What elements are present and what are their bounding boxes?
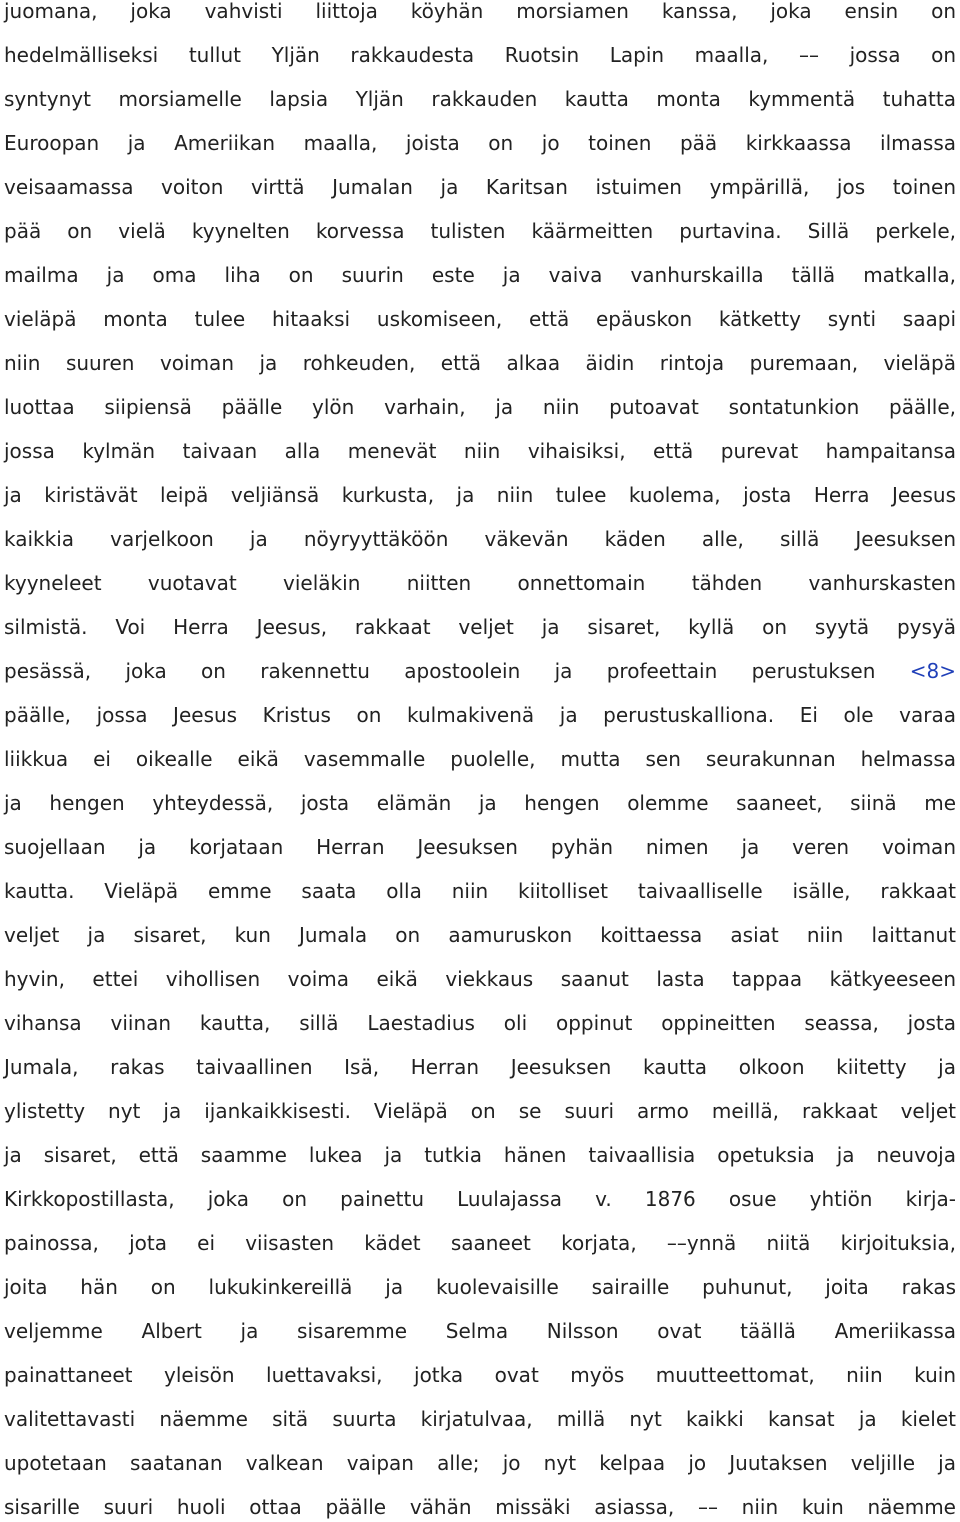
- text-line: ja kiristävät leipä veljiänsä kurkusta, ja niin tulee kuolema, josta Herra Jeesus: [4, 483, 956, 507]
- text-line: suojellaan ja korjataan Herran Jeesuksen pyhän nimen ja veren voiman: [4, 835, 956, 859]
- text-line: ja hengen yhteydessä, josta elämän ja hengen olemme saaneet, siinä me: [4, 791, 956, 815]
- text-line: Kirkkopostillasta, joka on painettu Luulajassa v. 1876 osue yhtiön kirja-: [4, 1187, 956, 1211]
- text-line: kautta. Vieläpä emme saata olla niin kiitolliset taivaalliselle isälle, rakkaat: [4, 879, 956, 903]
- text-line-with-page-marker: [4, 656, 956, 686]
- text-line: liikkua ei oikealle eikä vasemmalle puolelle, mutta sen seurakunnan helmassa: [4, 747, 956, 771]
- text-line: joita hän on lukukinkereillä ja kuolevaisille sairaille puhunut, joita rakas: [4, 1275, 956, 1299]
- text-segment: pesässä, joka on rakennettu apostoolein ja profeettain perustuksen: [4, 659, 876, 683]
- text-line: luottaa siipiensä päälle ylön varhain, ja niin putoavat sontatunkion päälle,: [4, 395, 956, 419]
- text-line: silmistä. Voi Herra Jeesus, rakkaat veljet ja sisaret, kyllä on syytä pysyä: [4, 615, 956, 639]
- text-line: valitettavasti näemme sitä suurta kirjatulvaa, millä nyt kaikki kansat ja kielet: [4, 1407, 956, 1431]
- text-line: jossa kylmän taivaan alla menevät niin vihaisiksi, että purevat hampaitansa: [4, 439, 956, 463]
- text-line: vieläpä monta tulee hitaaksi uskomiseen, että epäuskon kätketty synti saapi: [4, 307, 956, 331]
- text-line: päälle, jossa Jeesus Kristus on kulmakivenä ja perustuskalliona. Ei ole varaa: [4, 703, 956, 727]
- text-line: veisaamassa voiton virttä Jumalan ja Karitsan istuimen ympärillä, jos toinen: [4, 175, 956, 199]
- text-line: hyvin, ettei vihollisen voima eikä viekkaus saanut lasta tappaa kätkyeeseen: [4, 967, 956, 991]
- text-line: painossa, jota ei viisasten kädet saaneet korjata, ––ynnä niitä kirjoituksia,: [4, 1231, 956, 1255]
- text-line: pää on vielä kyynelten korvessa tulisten käärmeitten purtavina. Sillä perkele,: [4, 219, 956, 243]
- text-line: Euroopan ja Ameriikan maalla, joista on jo toinen pää kirkkaassa ilmassa: [4, 131, 956, 155]
- text-line: niin suuren voiman ja rohkeuden, että alkaa äidin rintoja puremaan, vieläpä: [4, 351, 956, 375]
- text-line: upotetaan saatanan valkean vaipan alle; jo nyt kelpaa jo Juutaksen veljille ja: [4, 1451, 956, 1475]
- text-line: kyyneleet vuotavat vieläkin niitten onnettomain tähden vanhurskasten: [4, 571, 956, 595]
- text-line: vihansa viinan kautta, sillä Laestadius oli oppinut oppineitten seassa, josta: [4, 1011, 956, 1035]
- text-line: ja sisaret, että saamme lukea ja tutkia hänen taivaallisia opetuksia ja neuvoja: [4, 1143, 956, 1167]
- text-line: kaikkia varjelkoon ja nöyryyttäköön väkevän käden alle, sillä Jeesuksen: [4, 527, 956, 551]
- text-line: hedelmälliseksi tullut Yljän rakkaudesta Ruotsin Lapin maalla, –– jossa on: [4, 43, 956, 67]
- text-line: veljemme Albert ja sisaremme Selma Nilsson ovat täällä Ameriikassa: [4, 1319, 956, 1343]
- text-line: painattaneet yleisön luettavaksi, jotka ovat myös muutteettomat, niin kuin: [4, 1363, 956, 1387]
- text-line: mailma ja oma liha on suurin este ja vaiva vanhurskailla tällä matkalla,: [4, 263, 956, 287]
- text-line: ylistetty nyt ja ijankaikkisesti. Vieläpä on se suuri armo meillä, rakkaat veljet: [4, 1099, 956, 1123]
- text-line: sisarille suuri huoli ottaa päälle vähän missäki asiassa, –– niin kuin näemme: [4, 1495, 956, 1519]
- text-line: syntynyt morsiamelle lapsia Yljän rakkauden kautta monta kymmentä tuhatta: [4, 87, 956, 111]
- text-line: Jumala, rakas taivaallinen Isä, Herran Jeesuksen kautta olkoon kiitetty ja: [4, 1055, 956, 1079]
- page-marker: <8>: [909, 659, 956, 683]
- text-line: veljet ja sisaret, kun Jumala on aamuruskon koittaessa asiat niin laittanut: [4, 923, 956, 947]
- text-line: juomana, joka vahvisti liittoja köyhän morsiamen kanssa, joka ensin on: [4, 0, 956, 23]
